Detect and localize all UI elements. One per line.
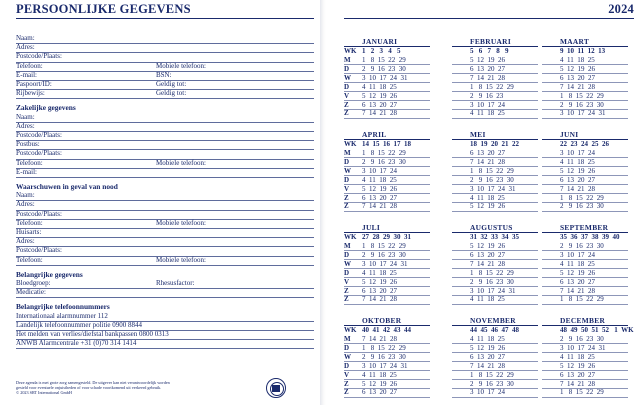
day-row: 2 9 16 23 30 [560, 242, 604, 250]
section-title: Belangrijke gegevens [16, 269, 83, 279]
month-name: JULI [362, 223, 381, 232]
day-row: 2 9 16 23 [470, 91, 504, 100]
day-row: 7 14 21 28 [362, 335, 397, 343]
day-row: 5 12 19 26 [470, 56, 505, 64]
week-label: WK [344, 326, 357, 334]
disclaimer [16, 380, 264, 396]
weekday-letter: Z [344, 202, 349, 211]
day-row: 4 11 18 25 [560, 259, 595, 268]
month-block [344, 130, 430, 220]
field-label: Rhesusfactor: [156, 279, 195, 287]
row-rule [542, 304, 628, 305]
day-row: 2 9 16 23 30 [362, 157, 406, 166]
day-row: 7 14 21 28 [470, 73, 505, 82]
field-label: Postcode/Plaats: [16, 209, 62, 218]
week-numbers: 27 28 29 30 31 [362, 233, 411, 241]
day-row: 5 12 19 26 [362, 379, 397, 388]
weekday-letter: M [344, 335, 351, 343]
day-row: 1 8 15 22 29 [362, 149, 406, 157]
section-title: Zakelijke gegevens [16, 103, 76, 113]
day-row: 2 9 16 23 30 [560, 100, 604, 109]
weekday-letter: M [344, 56, 351, 64]
day-row: 3 10 17 24 31 [470, 184, 516, 193]
day-row: 1 8 15 22 29 [470, 370, 514, 379]
day-row: 5 12 19 26 [560, 361, 595, 370]
day-row: 1 8 15 22 29 [560, 91, 604, 100]
field-label: Medicatie: [16, 288, 46, 297]
month-block [452, 316, 538, 406]
field-label: Telefoon: [16, 61, 43, 70]
day-row: 5 12 19 26 [470, 343, 505, 352]
weekday-letter: D [344, 343, 350, 352]
day-row: 1 8 15 22 29 [362, 56, 406, 64]
week-numbers: 35 36 37 38 39 40 [560, 233, 620, 241]
title-rule [344, 18, 634, 19]
field-label: Telefoon: [16, 255, 43, 264]
day-row: 3 10 17 24 [560, 149, 595, 157]
day-row: 7 14 21 28 [362, 202, 397, 211]
day-row: 3 10 17 24 31 [560, 109, 606, 118]
field-label: ANWB Alarmcentrale +31 (0)70 314 1414 [16, 339, 137, 348]
day-row: 3 10 17 24 31 [362, 259, 408, 268]
day-row: 3 10 17 24 31 [560, 343, 606, 352]
field-label: Mobiele telefoon: [156, 158, 206, 167]
page-title: PERSOONLIJKE GEGEVENS [16, 2, 191, 16]
year-label: 2024 [608, 2, 634, 16]
month-block [452, 223, 538, 313]
month-block [542, 37, 628, 127]
month-name: JUNI [560, 130, 579, 139]
form-line[interactable] [16, 288, 314, 298]
day-row: 7 14 21 28 [470, 259, 505, 268]
day-row: 7 14 21 28 [560, 82, 595, 91]
month-name: SEPTEMBER [560, 223, 609, 232]
day-row: 7 14 21 28 [362, 295, 397, 304]
field-label: Adres: [16, 121, 35, 130]
day-row: 6 13 20 27 [470, 64, 505, 73]
field-label: E-mail: [16, 167, 37, 176]
month-block [542, 316, 634, 406]
day-row: 1 8 15 22 29 [470, 82, 514, 91]
row-rule [452, 397, 538, 398]
field-label: Postbus: [16, 140, 40, 149]
month-block [452, 37, 538, 127]
day-row: 3 10 17 24 [470, 388, 505, 397]
weekday-letter: D [344, 175, 350, 184]
field-label: Mobiele telefoon: [156, 218, 206, 227]
day-row: 6 13 20 27 [560, 73, 595, 82]
day-row: 5 12 19 26 [560, 64, 595, 73]
day-row: 4 11 18 25 [560, 56, 595, 64]
weekday-letter: W [344, 166, 351, 175]
field-label: Bloedgroep: [16, 279, 51, 287]
row-rule [452, 304, 538, 305]
row-rule [344, 397, 430, 398]
day-row: 1 8 15 22 29 [470, 166, 514, 175]
day-row: 5 12 19 26 [470, 242, 505, 250]
weekday-letter: Z [344, 109, 349, 118]
weekday-letter: W [344, 73, 351, 82]
week-numbers: 31 32 33 34 35 [470, 233, 519, 241]
day-row: 6 13 20 27 [470, 250, 505, 259]
section-title: Waarschuwen in geval van nood [16, 182, 118, 191]
field-label: Adres: [16, 200, 35, 209]
row-rule [542, 397, 628, 398]
day-row: 4 11 18 25 [470, 109, 505, 118]
month-name: MAART [560, 37, 590, 46]
day-row: 5 12 19 26 [560, 268, 595, 277]
disclaimer-line: gesteld voor eventuele onjuistheden of voor schade voortkomend uit verkeerd gebruik. [16, 385, 162, 391]
weekday-letter: V [344, 184, 350, 193]
day-row: 7 14 21 28 [470, 361, 505, 370]
form-line[interactable] [16, 89, 314, 99]
day-row: 2 9 16 23 30 [470, 379, 514, 388]
month-name: FEBRUARI [470, 37, 511, 46]
day-row: 4 11 18 25 [560, 157, 595, 166]
field-label: Geldig tot: [156, 89, 187, 98]
day-row: 4 11 18 25 [560, 352, 595, 361]
field-label: Naam: [16, 34, 35, 42]
month-name: DECEMBER [560, 316, 606, 325]
field-label: Telefoon: [16, 218, 43, 227]
form-line[interactable] [16, 168, 314, 178]
weekday-letter: Z [344, 388, 349, 397]
row-rule [344, 211, 430, 212]
day-row: 6 13 20 27 [362, 388, 397, 397]
copyright: © 2023 SRT International GmbH [16, 390, 72, 396]
day-row: 2 9 16 23 30 [470, 175, 514, 184]
day-row: 7 14 21 28 [362, 109, 397, 118]
week-numbers: 44 45 46 47 48 [470, 326, 519, 334]
row-rule [452, 211, 538, 212]
day-row: 5 12 19 26 [362, 184, 397, 193]
day-row: 2 9 16 23 30 [362, 250, 406, 259]
weekday-letter: V [344, 370, 350, 379]
month-name: JANUARI [362, 37, 398, 46]
day-row: 4 11 18 25 [470, 335, 505, 343]
day-row: 1 8 15 22 29 [560, 193, 604, 202]
weekday-letter: D [344, 82, 350, 91]
month-block [344, 316, 430, 406]
weekday-letter: Z [344, 100, 349, 109]
day-row: 4 11 18 25 [362, 370, 397, 379]
weekday-letter: M [344, 149, 351, 157]
month-name: APRIL [362, 130, 387, 139]
day-row: 7 14 21 28 [560, 184, 595, 193]
field-label: Postcode/Plaats: [16, 131, 62, 139]
day-row: 3 10 17 24 [470, 100, 505, 109]
week-numbers: 48 49 50 51 52 1 WK [560, 326, 634, 334]
field-label: Telefoon: [16, 158, 43, 167]
day-row: 2 9 16 23 30 [470, 277, 514, 286]
day-row: 6 13 20 27 [362, 100, 397, 109]
day-row: 6 13 20 27 [560, 175, 595, 184]
weekday-letter: D [344, 64, 350, 73]
day-row: 3 10 17 24 31 [470, 286, 516, 295]
month-block [344, 223, 430, 313]
day-row: 5 12 19 26 [470, 202, 505, 211]
field-label: Rijbewijs: [16, 89, 45, 98]
weekday-letter: D [344, 157, 350, 166]
field-label: Naam: [16, 191, 35, 200]
field-label: Adres: [16, 237, 35, 246]
day-row: 4 11 18 25 [470, 193, 505, 202]
field-label: Naam: [16, 112, 35, 121]
day-row: 1 8 15 22 29 [560, 388, 604, 397]
week-label: WK [344, 140, 357, 148]
day-row: 4 11 18 25 [362, 82, 397, 91]
day-row: 2 9 16 23 30 [362, 352, 406, 361]
month-block [344, 37, 430, 127]
field-label: Postcode/Plaats: [16, 246, 62, 255]
field-label: Het melden van verlies/diefstal bankpassen 0800 0313 [16, 330, 169, 338]
day-row: 4 11 18 25 [362, 175, 397, 184]
month-name: NOVEMBER [470, 316, 516, 325]
week-numbers: 9 10 11 12 13 [560, 47, 606, 55]
disclaimer-line: Deze agenda is met grote zorg samengesteld. De uitgever kan niet verantwoordelijk worden [16, 380, 170, 385]
field-label: Geldig tot: [156, 80, 187, 88]
year-calendar-page [324, 0, 640, 405]
day-row: 4 11 18 25 [362, 268, 397, 277]
day-row: 3 10 17 24 31 [362, 361, 408, 370]
day-row: 5 12 19 26 [362, 277, 397, 286]
day-row: 2 9 16 23 30 [560, 335, 604, 343]
week-numbers: 1 2 3 4 5 [362, 47, 401, 55]
month-block [452, 130, 538, 220]
weekday-letter: W [344, 352, 351, 361]
weekday-letter: V [344, 277, 350, 286]
week-numbers: 18 19 20 21 22 [470, 140, 519, 148]
field-label: Landelijk telefoonnummer politie 0900 8844 [16, 320, 142, 329]
day-row: 4 11 18 25 [470, 295, 505, 304]
week-numbers: 14 15 16 17 18 [362, 140, 411, 148]
row-rule [452, 118, 538, 119]
day-row: 7 14 21 28 [560, 379, 595, 388]
field-label: Adres: [16, 43, 35, 52]
field-label: Internationaal alarmnummer 112 [16, 311, 108, 320]
day-row: 3 10 17 24 31 [362, 73, 408, 82]
weekday-letter: D [344, 268, 350, 277]
field-label: Postcode/Plaats: [16, 52, 62, 61]
section-title: Belangrijke telefoonnummers [16, 302, 110, 312]
day-row: 3 10 17 24 [560, 250, 595, 259]
weekday-letter: W [344, 259, 351, 268]
month-block [542, 223, 628, 313]
week-numbers: 40 41 42 43 44 [362, 326, 411, 334]
week-label: WK [344, 47, 357, 55]
week-numbers: 5 6 7 8 9 [470, 47, 509, 55]
day-row: 7 14 21 28 [470, 157, 505, 166]
day-row: 6 13 20 27 [560, 277, 595, 286]
weekday-letter: M [344, 242, 351, 250]
day-row: 6 13 20 27 [470, 352, 505, 361]
day-row: 2 9 16 23 30 [362, 64, 406, 73]
day-row: 6 13 20 27 [560, 370, 595, 379]
day-row: 6 13 20 27 [470, 149, 505, 157]
field-label: Mobiele telefoon: [156, 255, 206, 264]
day-row: 5 12 19 26 [362, 91, 397, 100]
weekday-letter: Z [344, 295, 349, 304]
day-row: 1 8 15 22 29 [362, 343, 406, 352]
field-label: Paspoort/ID: [16, 80, 52, 88]
day-row: 5 12 19 26 [560, 166, 595, 175]
form-line[interactable] [16, 339, 314, 349]
day-row: 1 8 15 22 29 [470, 268, 514, 277]
row-rule [344, 304, 430, 305]
row-rule [542, 211, 628, 212]
month-name: AUGUSTUS [470, 223, 513, 232]
day-row: 6 13 20 27 [362, 193, 397, 202]
day-row: 2 9 16 23 30 [560, 202, 604, 211]
month-block [542, 130, 628, 220]
field-label: E-mail: [16, 70, 37, 79]
field-label: Postcode/Plaats: [16, 149, 62, 158]
field-label: Mobiele telefoon: [156, 61, 206, 70]
field-label: BSN: [156, 70, 172, 79]
weekday-letter: V [344, 91, 350, 100]
day-row: 3 10 17 24 [362, 166, 397, 175]
day-row: 1 8 15 22 29 [362, 242, 406, 250]
weekday-letter: Z [344, 286, 349, 295]
row-rule [542, 118, 628, 119]
field-label: Huisarts: [16, 228, 42, 236]
day-row: 1 8 15 22 29 [560, 295, 604, 304]
weekday-letter: D [344, 361, 350, 370]
day-row: 7 14 21 28 [560, 286, 595, 295]
weekday-letter: D [344, 250, 350, 259]
row-rule [344, 118, 430, 119]
publisher-seal-icon [266, 378, 286, 398]
month-name: OKTOBER [362, 316, 402, 325]
weekday-letter: Z [344, 379, 349, 388]
month-name: MEI [470, 130, 486, 139]
week-label: WK [344, 233, 357, 241]
title-rule [16, 18, 314, 19]
week-numbers: 22 23 24 25 26 [560, 140, 609, 148]
day-row: 6 13 20 27 [362, 286, 397, 295]
form-line[interactable] [16, 256, 314, 266]
weekday-letter: Z [344, 193, 349, 202]
